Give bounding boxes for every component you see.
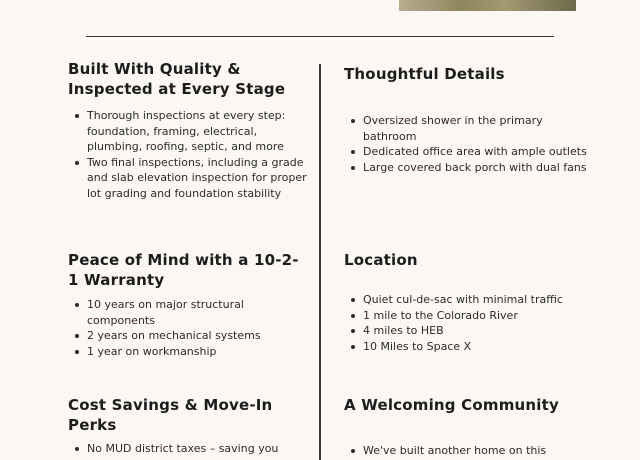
section-details	[344, 64, 594, 175]
list-item: Two final inspections, including a grade and slab elevation inspection for proper lot grading and foundation stability	[68, 155, 308, 202]
list-item: 1 year on workmanship	[68, 344, 308, 360]
list-item: 10 Miles to Space X	[344, 339, 594, 355]
section-title-community: A Welcoming Community	[344, 396, 559, 414]
list-item: 1 mile to the Colorado River	[344, 308, 594, 324]
list-item: No MUD district taxes – saving you	[68, 441, 308, 457]
section-savings	[68, 395, 308, 457]
list-item: Oversized shower in the primary bathroom	[344, 113, 594, 144]
quality-list	[68, 108, 308, 201]
section-location	[344, 250, 594, 354]
community-list	[344, 443, 594, 459]
list-item: 4 miles to HEB	[344, 323, 594, 339]
warranty-list	[68, 297, 308, 359]
section-warranty	[68, 250, 308, 359]
savings-list	[68, 441, 308, 457]
section-title-details: Thoughtful Details	[344, 65, 505, 83]
list-item: Quiet cul-de-sac with minimal traffic	[344, 292, 594, 308]
list-item: 10 years on major structural components	[68, 297, 308, 328]
list-item: We've built another home on this	[344, 443, 594, 459]
column-divider	[319, 64, 321, 460]
location-list	[344, 292, 594, 354]
section-title-savings: Cost Savings & Move-In Perks	[68, 396, 273, 434]
header-text-fragment	[0, 0, 230, 6]
header-divider	[86, 36, 554, 37]
list-item: Dedicated office area with ample outlets	[344, 144, 594, 160]
section-title-quality: Built With Quality & Inspected at Every Stage	[68, 60, 286, 98]
section-title-warranty: Peace of Mind with a 10-2-1 Warranty	[68, 251, 299, 289]
section-title-location: Location	[344, 251, 418, 269]
house-photo	[399, 0, 576, 11]
section-community	[344, 395, 594, 459]
list-item: Large covered back porch with dual fans	[344, 160, 594, 176]
list-item: 2 years on mechanical systems	[68, 328, 308, 344]
details-list	[344, 113, 594, 175]
list-item: Thorough inspections at every step: foundation, framing, electrical, plumbing, roofing, septic, and more	[68, 108, 308, 155]
section-quality	[68, 59, 308, 201]
